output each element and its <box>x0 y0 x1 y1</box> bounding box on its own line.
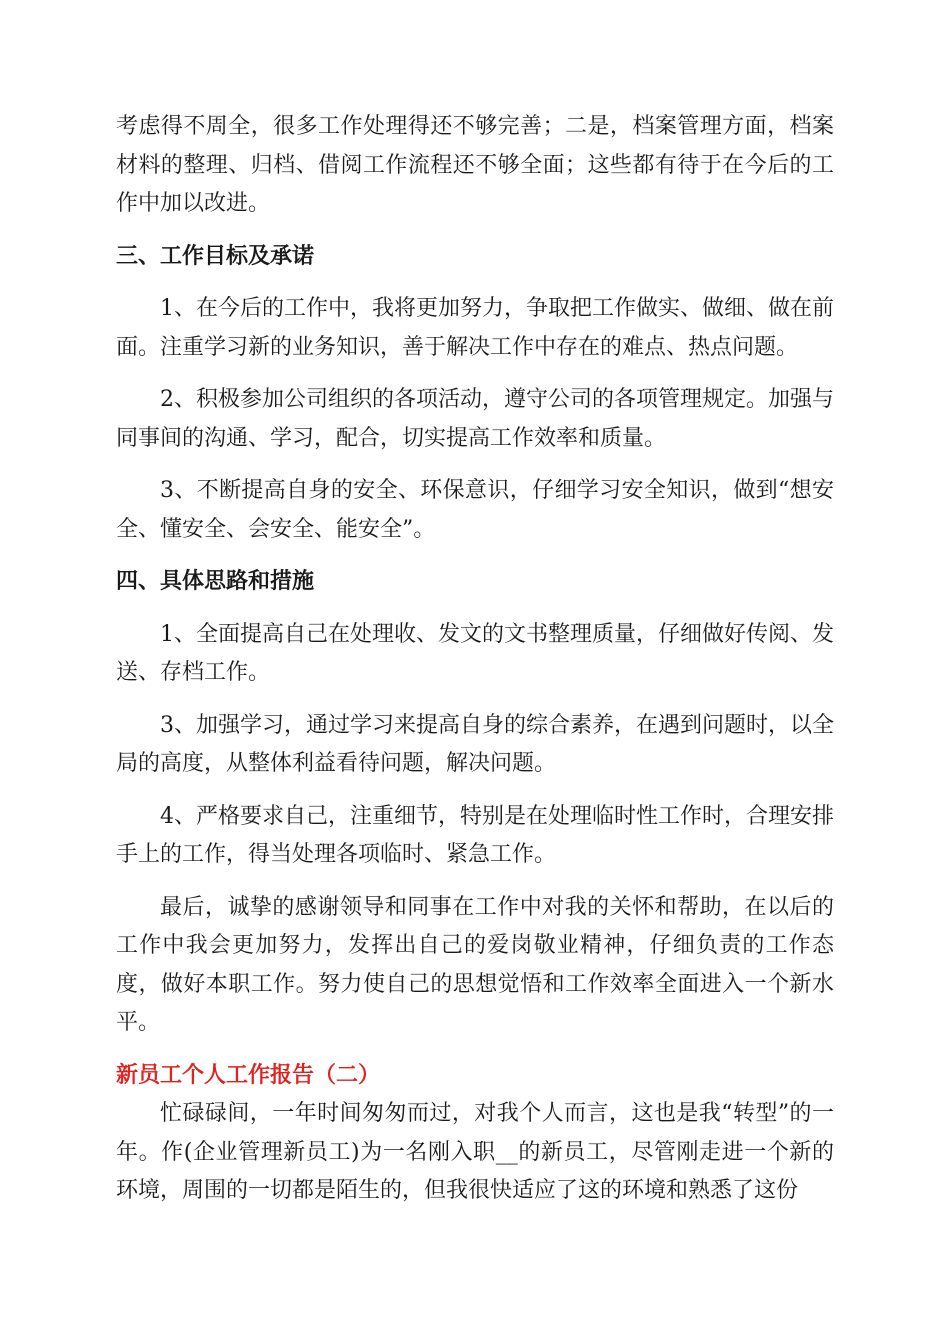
measure-item-4: 4、严格要求自己，注重细节，特别是在处理临时性工作时，合理安排手上的工作，得当处理各项临时、紧急工作。 <box>116 803 834 867</box>
measure-item-1: 1、全面提高自己在处理收、发文的文书整理质量，仔细做好传阅、发送、存档工作。 <box>116 621 834 685</box>
continuation-paragraph: 考虑得不周全，很多工作处理得还不够完善；二是，档案管理方面，档案材料的整理、归档、借阅工作流程还不够全面；这些都有待于在今后的工作中加以改进。 <box>116 114 834 216</box>
closing-paragraph: 最后，诚挚的感谢领导和同事在工作中对我的关怀和帮助，在以后的工作中我会更加努力，发挥出自己的爱岗敬业精神，仔细负责的工作态度，做好本职工作。努力使自己的思想觉悟和工作效率全面进入一个新水平。 <box>116 894 834 1035</box>
measure-item-3: 3、加强学习，通过学习来提高自身的综合素养，在遇到问题时，以全局的高度，从整体利益看待问题，解决问题。 <box>116 712 834 776</box>
report-two-title: 新员工个人工作报告（二） <box>116 1062 381 1088</box>
goal-item-2: 2、积极参加公司组织的各项活动，遵守公司的各项管理规定。加强与同事间的沟通、学习，配合，切实提高工作效率和质量。 <box>116 387 834 451</box>
goal-item-1: 1、在今后的工作中，我将更加努力，争取把工作做实、做细、做在前面。注重学习新的业务知识，善于解决工作中存在的难点、热点问题。 <box>116 296 834 360</box>
document-page <box>116 108 834 1225</box>
report-two-opening-paragraph: 忙碌碌间，一年时间匆匆而过，对我个人而言，这也是我“转型”的一年。作(企业管理新员工)为一名刚入职__的新员工，尽管刚走进一个新的环境，周围的一切都是陌生的，但我很快适应了这的环境和熟悉了这份 <box>116 1101 834 1203</box>
goal-item-3: 3、不断提高自身的安全、环保意识，仔细学习安全知识，做到“想安全、懂安全、会安全、能安全”。 <box>116 478 834 542</box>
section-heading-goals: 三、工作目标及承诺 <box>116 243 315 269</box>
section-heading-measures: 四、具体思路和措施 <box>116 569 315 594</box>
